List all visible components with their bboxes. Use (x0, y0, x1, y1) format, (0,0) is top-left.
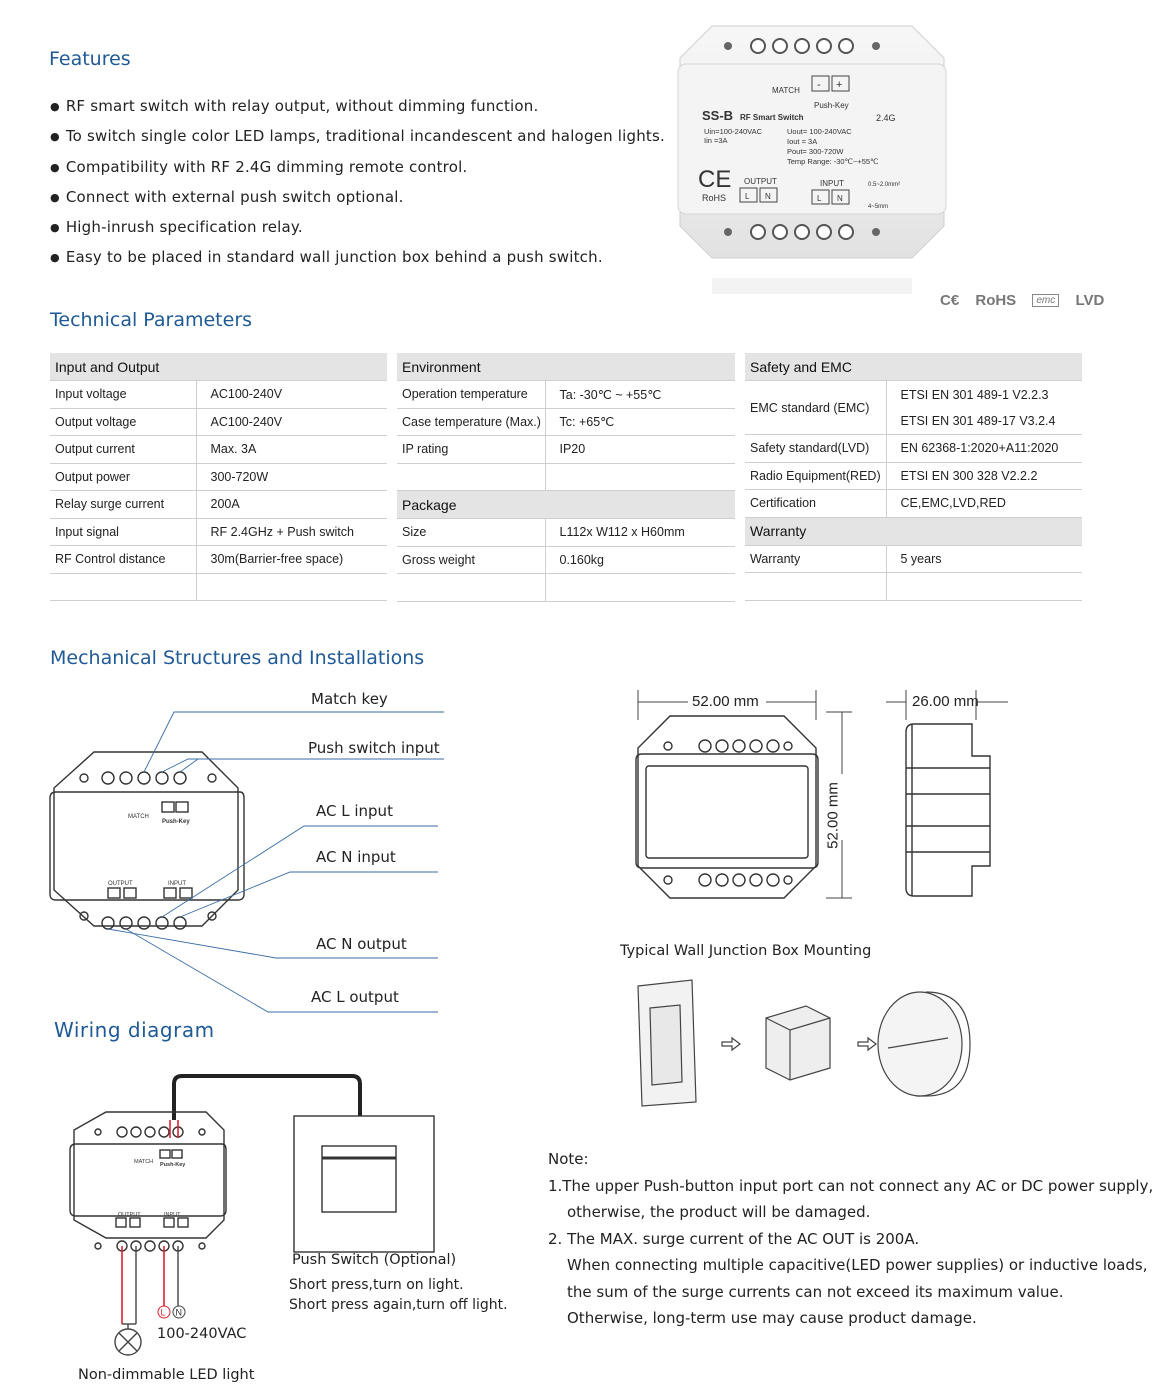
short-press-label: Short press,turn on light. (289, 1277, 464, 1293)
feature-item: ● Compatibility with RF 2.4G dimming remote control. (50, 153, 665, 183)
param-value: ETSI EN 300 328 V2.2.2 (886, 462, 1082, 490)
param-label: Certification (745, 490, 886, 518)
pkg-header: Package (397, 491, 735, 519)
param-label: Safety standard(LVD) (745, 435, 886, 463)
mount-title: Typical Wall Junction Box Mounting (620, 943, 872, 959)
feature-item: ● High-inrush specification relay. (50, 213, 665, 243)
dimension-diagram (630, 690, 1020, 910)
table-row (397, 574, 735, 602)
param-value: AC100-240V (196, 381, 387, 409)
table-row (745, 462, 1082, 490)
voltage-label: 100-240VAC (157, 1326, 247, 1342)
param-value: AC100-240V (196, 408, 387, 436)
param-label: Gross weight (397, 546, 545, 574)
note-block (548, 1146, 1153, 1332)
pout-text: Pout= 300-720W (787, 147, 844, 156)
table-row (397, 519, 735, 547)
empty-cell (745, 573, 886, 601)
warranty-header: Warranty (745, 517, 1082, 545)
feature-item: ● Easy to be placed in standard wall junction box behind a push switch. (50, 243, 665, 273)
note-line: Otherwise, long-term use may cause product damage. (567, 1309, 977, 1327)
param-label: Output power (50, 463, 196, 491)
empty-cell (50, 573, 196, 601)
param-value: Max. 3A (196, 436, 387, 464)
env-header: Environment (397, 353, 735, 381)
empty-cell (397, 463, 545, 491)
note-line: When connecting multiple capacitive(LED power supplies) or inductive loads, (567, 1256, 1148, 1274)
wire2-text: 4~5mm (868, 204, 889, 210)
l-text: L (745, 192, 750, 201)
param-value (886, 381, 1082, 435)
param-label: Output voltage (50, 408, 196, 436)
empty-cell (545, 574, 735, 602)
param-label: RF Control distance (50, 546, 196, 574)
dim-depth: 26.00 mm (912, 693, 979, 710)
push-key-text: Push-Key (814, 101, 849, 110)
output-text: OUTPUT (118, 1212, 141, 1218)
param-label: Relay surge current (50, 491, 196, 519)
wiring-title: Wiring diagram (54, 1018, 215, 1042)
feature-item: ● RF smart switch with relay output, without dimming function. (50, 92, 665, 122)
param-value: Ta: -30℃ ~ +55℃ (545, 381, 735, 409)
param-value: Tc: +65℃ (545, 408, 735, 436)
ce-logo: C€ (940, 292, 960, 309)
model-text: SS-B (702, 108, 734, 123)
match-text: MATCH (134, 1159, 154, 1165)
param-value: IP20 (545, 436, 735, 464)
push-switch-label: Push Switch (Optional) (292, 1252, 457, 1268)
param-label: Warranty (745, 545, 886, 573)
rohs-logo: RoHS (975, 292, 1017, 309)
output-text: OUTPUT (744, 177, 777, 186)
param-value: 5 years (886, 545, 1082, 573)
name-text: RF Smart Switch (740, 113, 804, 122)
table-row (397, 408, 735, 436)
io-table (50, 353, 387, 601)
table-row (397, 546, 735, 574)
label-push-switch-input: Push switch input (308, 739, 440, 757)
note-line: 2. The MAX. surge current of the AC OUT is 200A. (548, 1229, 920, 1248)
minus-text: - (817, 79, 821, 91)
iin-text: Iin =3A (704, 136, 728, 145)
param-label: Radio Equipment(RED) (745, 462, 886, 490)
note-title: Note: (548, 1150, 589, 1168)
empty-cell (196, 573, 387, 601)
input-text: INPUT (820, 179, 844, 188)
table-row (397, 436, 735, 464)
empty-cell (886, 573, 1082, 601)
label-ac-l-input: AC L input (316, 802, 393, 820)
uout-text: Uout= 100-240VAC (787, 127, 852, 136)
dim-width: 52.00 mm (692, 693, 759, 710)
param-value: RF 2.4GHz + Push switch (196, 518, 387, 546)
empty-cell (545, 463, 735, 491)
table-row (50, 546, 387, 574)
dim-height: 52.00 mm (824, 782, 842, 849)
mounting-diagram (630, 978, 980, 1110)
feature-item: ● Connect with external push switch optional. (50, 183, 665, 213)
label-ac-n-input: AC N input (316, 848, 396, 866)
table-row (50, 573, 387, 601)
wiring-diagram (66, 1070, 446, 1370)
input-text: INPUT (168, 881, 186, 887)
mech-front-diagram (48, 700, 448, 1020)
table-row (745, 435, 1082, 463)
product-image (672, 14, 952, 304)
table-row (50, 518, 387, 546)
mech-title: Mechanical Structures and Installations (50, 647, 425, 669)
ce-text: CE (698, 166, 732, 193)
emc-logo: emc (1032, 294, 1059, 307)
table-row (397, 463, 735, 491)
l-text: L (817, 194, 822, 203)
emc-standard-2: ETSI EN 301 489-17 V3.2.4 (900, 413, 1056, 428)
table-row (50, 381, 387, 409)
param-value: 30m(Barrier-free space) (196, 546, 387, 574)
iout-text: Iout = 3A (787, 137, 818, 146)
label-match-key: Match key (311, 690, 388, 708)
uin-text: Uin=100-240VAC (704, 127, 763, 136)
param-label: Input voltage (50, 381, 196, 409)
wiring-n-text: N (175, 1307, 182, 1318)
safety-header: Safety and EMC (745, 353, 1082, 381)
tech-title: Technical Parameters (50, 309, 253, 331)
table-row (397, 381, 735, 409)
empty-cell (397, 574, 545, 602)
lvd-logo: LVD (1075, 292, 1105, 309)
param-label: Size (397, 519, 545, 547)
param-label: Output current (50, 436, 196, 464)
match-text: MATCH (772, 86, 800, 95)
table-row (50, 463, 387, 491)
emc-standard-1: ETSI EN 301 489-1 V2.2.3 (900, 387, 1049, 402)
param-value: L112x W112 x H60mm (545, 519, 735, 547)
env-table (397, 353, 735, 602)
features-list (50, 92, 665, 274)
input-text: INPUT (164, 1212, 181, 1218)
table-row (745, 381, 1082, 435)
param-label: Input signal (50, 518, 196, 546)
param-label: Operation temperature (397, 381, 545, 409)
note-line: 1.The upper Push-button input port can not connect any AC or DC power supply, (548, 1176, 1154, 1195)
features-title: Features (49, 48, 131, 70)
match-text: MATCH (128, 814, 149, 820)
param-value: 300-720W (196, 463, 387, 491)
table-row (745, 490, 1082, 518)
param-label: IP rating (397, 436, 545, 464)
table-row (50, 436, 387, 464)
table-row (745, 545, 1082, 573)
temp-text: Temp Range: -30℃~+55℃ (787, 157, 879, 166)
table-row (50, 408, 387, 436)
rohs-text: RoHS (702, 193, 727, 203)
label-ac-n-output: AC N output (316, 935, 407, 953)
io-header: Input and Output (50, 353, 387, 381)
push-key-text: Push-Key (160, 1162, 186, 1168)
param-value: 200A (196, 491, 387, 519)
param-value: EN 62368-1:2020+A11:2020 (886, 435, 1082, 463)
note-line: otherwise, the product will be damaged. (567, 1203, 871, 1221)
short-press-again-label: Short press again,turn off light. (289, 1297, 508, 1313)
param-value: CE,EMC,LVD,RED (886, 490, 1082, 518)
push-key-text: Push-Key (162, 819, 190, 825)
note-line: the sum of the surge currents can not exceed its maximum value. (567, 1282, 1064, 1301)
freq-text: 2.4G (876, 113, 896, 123)
wire1-text: 0.5~2.0mm² (868, 182, 901, 188)
n-text: N (837, 194, 843, 203)
label-ac-l-output: AC L output (311, 988, 399, 1006)
table-row (50, 491, 387, 519)
param-label: Case temperature (Max.) (397, 408, 545, 436)
cert-logos (940, 292, 1116, 309)
feature-item: ● To switch single color LED lamps, traditional incandescent and halogen lights. (50, 122, 665, 152)
output-text: OUTPUT (108, 881, 133, 887)
param-label: EMC standard (EMC) (745, 381, 886, 435)
light-label: Non-dimmable LED light (78, 1367, 255, 1383)
plus-text: + (836, 79, 843, 91)
safety-table (745, 353, 1082, 601)
n-text: N (765, 192, 771, 201)
wiring-l-text: L (160, 1307, 166, 1318)
table-row (745, 573, 1082, 601)
param-value: 0.160kg (545, 546, 735, 574)
